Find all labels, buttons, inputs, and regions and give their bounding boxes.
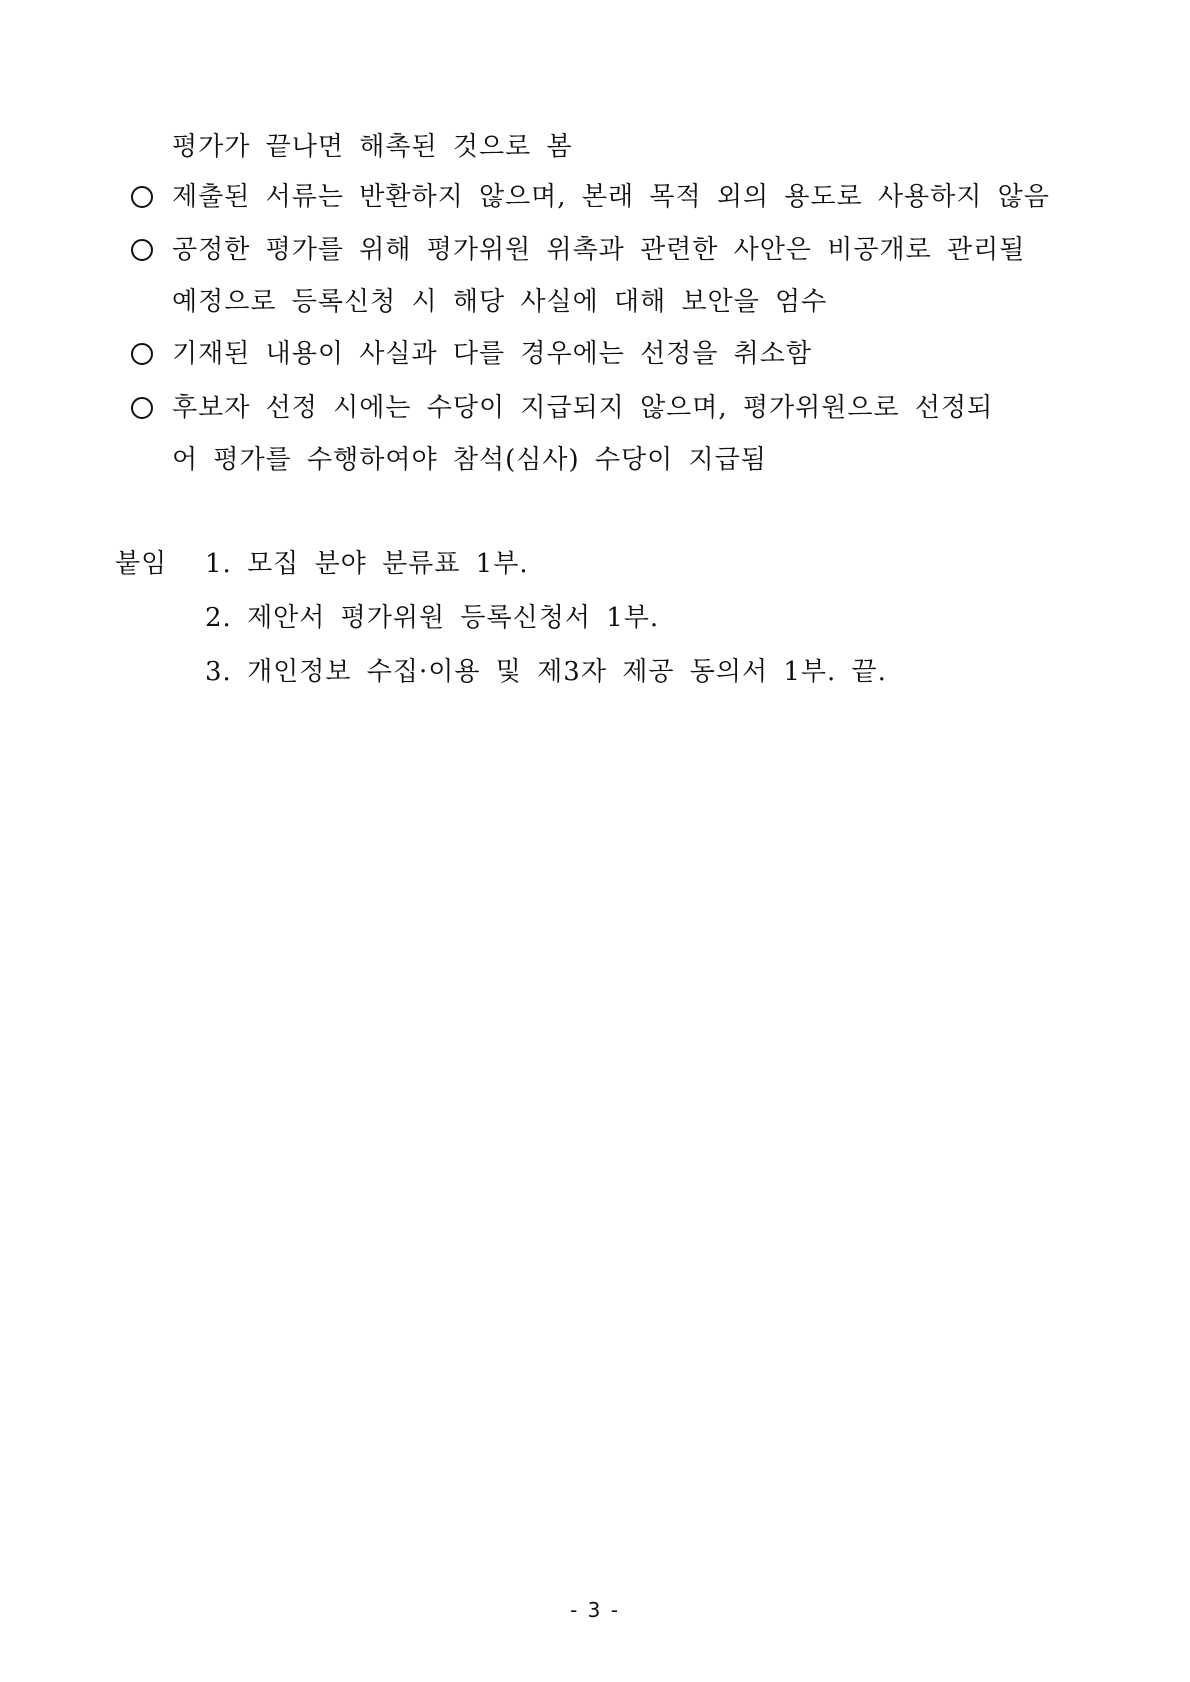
- attachment-item-3: 3. 개인정보 수집·이용 및 제3자 제공 동의서 1부. 끝.: [205, 657, 887, 687]
- continuation-line: 평가가 끝나면 해촉된 것으로 봄: [172, 132, 573, 162]
- bullet-circle-icon: [131, 186, 153, 208]
- note-2-line-1: 공정한 평가를 위해 평가위원 위촉과 관련한 사안은 비공개로 관리될: [172, 235, 1026, 265]
- attachment-item-2: 2. 제안서 평가위원 등록신청서 1부.: [205, 603, 660, 633]
- note-1-line-1: 제출된 서류는 반환하지 않으며, 본래 목적 외의 용도로 사용하지 않음: [172, 182, 1050, 212]
- note-3-line-1: 기재된 내용이 사실과 다를 경우에는 선정을 취소함: [172, 339, 813, 369]
- page-number: - 3 -: [570, 1598, 620, 1622]
- note-4-line-1: 후보자 선정 시에는 수당이 지급되지 않으며, 평가위원으로 선정되: [172, 393, 994, 423]
- bullet-circle-icon: [131, 397, 153, 419]
- note-2-line-2: 예정으로 등록신청 시 해당 사실에 대해 보안을 엄수: [172, 287, 828, 317]
- bullet-circle-icon: [131, 239, 153, 261]
- bullet-circle-icon: [131, 343, 153, 365]
- attachment-label: 붙임: [115, 549, 168, 579]
- attachment-item-1: 1. 모집 분야 분류표 1부.: [205, 549, 529, 579]
- note-4-line-2: 어 평가를 수행하여야 참석(심사) 수당이 지급됨: [172, 445, 767, 475]
